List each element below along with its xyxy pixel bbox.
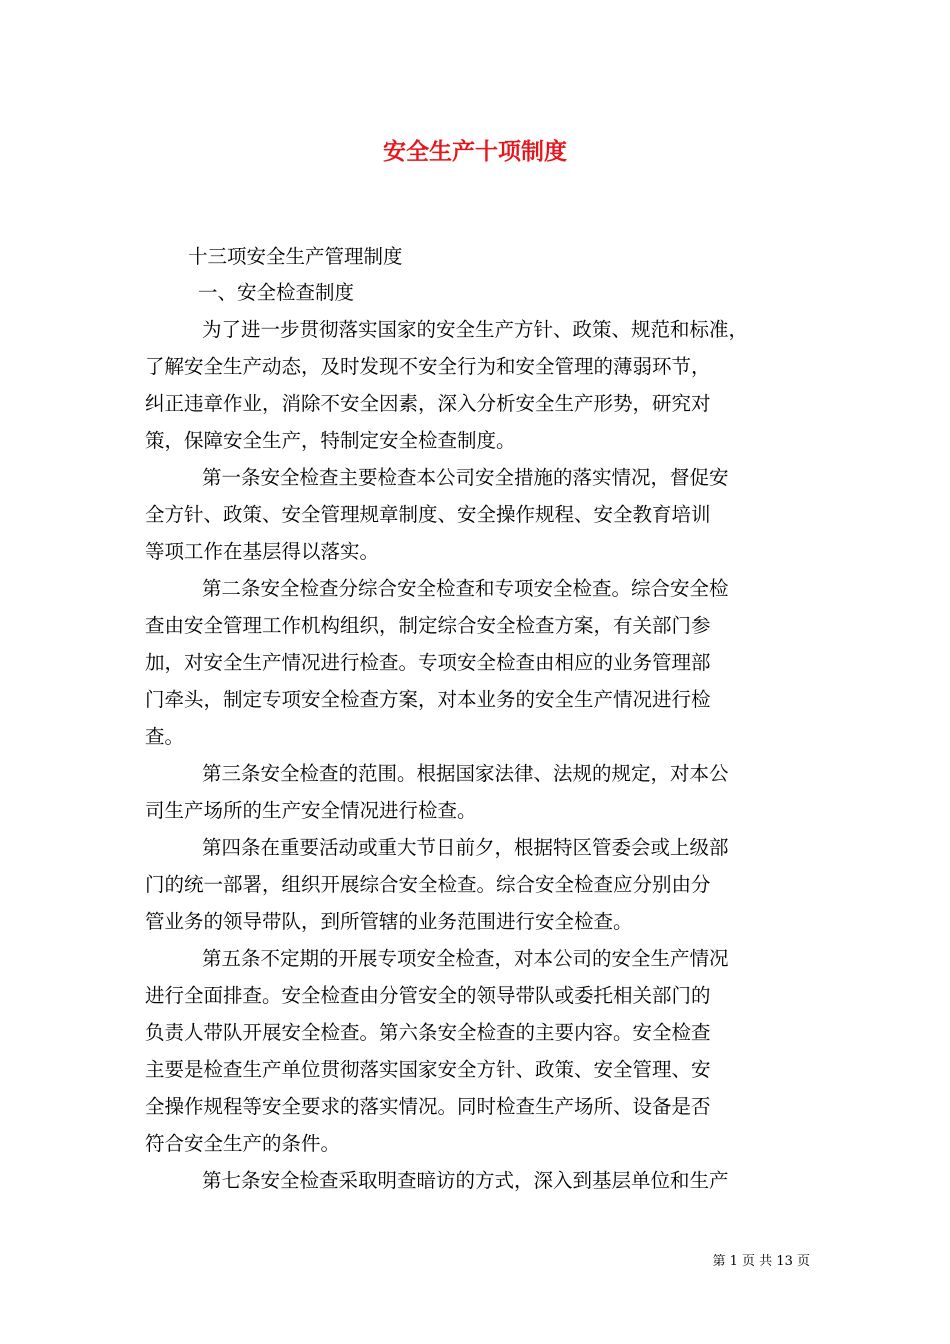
paragraph-line: 符合安全生产的条件。 [145, 1132, 341, 1155]
paragraph-line: 管业务的领导带队，到所管辖的业务范围进行安全检查。 [145, 910, 633, 933]
paragraph-line: 查由安全管理工作机构组织，制定综合安全检查方案，有关部门参 [145, 614, 711, 637]
paragraph-line: 司生产场所的生产安全情况进行检查。 [145, 799, 477, 822]
document-heading: 十三项安全生产管理制度 [188, 245, 403, 268]
paragraph-line: 第一条安全检查主要检查本公司安全措施的落实情况，督促安 [202, 466, 729, 489]
paragraph-line: 负责人带队开展安全检查。第六条安全检查的主要内容。安全检查 [145, 1021, 711, 1044]
paragraph-line: 加，对安全生产情况进行检查。专项安全检查由相应的业务管理部 [145, 651, 711, 674]
paragraph-line: 等项工作在基层得以落实。 [145, 540, 380, 563]
paragraph-line: 第五条不定期的开展专项安全检查，对本公司的安全生产情况 [202, 947, 729, 970]
paragraph-line: 查。 [145, 725, 185, 748]
paragraph-line: 第四条在重要活动或重大节日前夕，根据特区管委会或上级部 [202, 836, 729, 859]
page-title: 安全生产十项制度 [383, 138, 567, 165]
paragraph-line: 了解安全生产动态，及时发现不安全行为和安全管理的薄弱环节， [145, 355, 711, 378]
paragraph-line: 策，保障安全生产，特制定安全检查制度。 [145, 429, 516, 452]
paragraph-line: 门牵头，制定专项安全检查方案，对本业务的安全生产情况进行检 [145, 688, 711, 711]
paragraph-line: 全操作规程等安全要求的落实情况。同时检查生产场所、设备是否 [145, 1095, 711, 1118]
paragraph-line: 主要是检查生产单位贯彻落实国家安全方针、政策、安全管理、安 [145, 1058, 711, 1081]
page-number: 第 1 页 共 13 页 [712, 1254, 810, 1269]
paragraph-line: 门的统一部署，组织开展综合安全检查。综合安全检查应分别由分 [145, 873, 711, 896]
paragraph-line: 为了进一步贯彻落实国家的安全生产方针、政策、规范和标准， [202, 318, 749, 341]
paragraph-line: 全方针、政策、安全管理规章制度、安全操作规程、安全教育培训 [145, 503, 711, 526]
paragraph-line: 进行全面排查。安全检查由分管安全的领导带队或委托相关部门的 [145, 984, 711, 1007]
paragraph-line: 纠正违章作业，消除不安全因素，深入分析安全生产形势，研究对 [145, 392, 711, 415]
section-heading: 一、安全检查制度 [198, 281, 355, 304]
paragraph-line: 第二条安全检查分综合安全检查和专项安全检查。综合安全检 [202, 577, 729, 600]
paragraph-line: 第三条安全检查的范围。根据国家法律、法规的规定，对本公 [202, 762, 729, 785]
paragraph-line: 第七条安全检查采取明查暗访的方式，深入到基层单位和生产 [202, 1169, 729, 1192]
